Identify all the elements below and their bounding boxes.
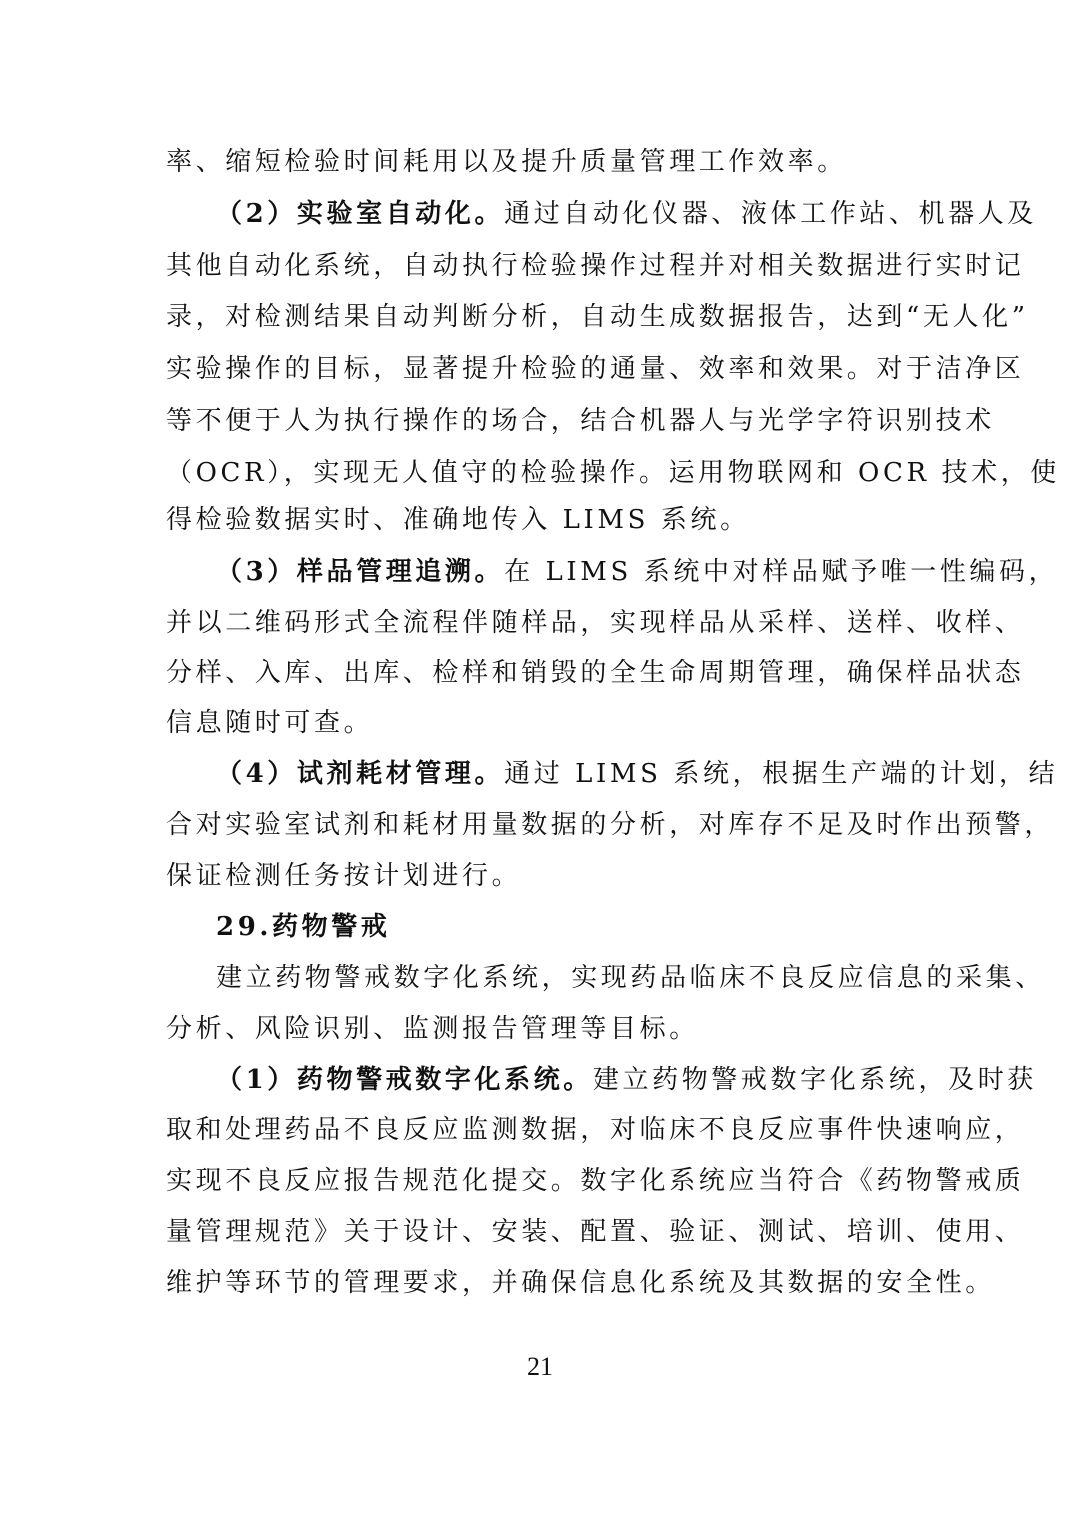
paragraph-line: 录，对检测结果自动判断分析，自动生成数据报告，达到“无人化” [166,302,1029,332]
paragraph-line: 合对实验室试剂和耗材用量数据的分析，对库存不足及时作出预警， [166,810,1055,840]
paragraph-line: 分析、风险识别、监测报告管理等目标。 [166,1014,699,1044]
paragraph-line: 保证检测任务按计划进行。 [166,861,522,891]
paragraph-line: 等不便于人为执行操作的场合，结合机器人与光学字符识别技术 [166,406,995,436]
item-heading: （4）试剂耗材管理。 [216,759,505,789]
paragraph-line: 量管理规范》关于设计、安装、配置、验证、测试、培训、使用、 [166,1217,1025,1247]
paragraph-line: （2）实验室自动化。通过自动化仪器、液体工作站、机器人及 [216,199,1037,229]
paragraph-line: （4）试剂耗材管理。通过 LIMS 系统，根据生产端的计划，结 [216,759,1059,789]
paragraph-line: （3）样品管理追溯。在 LIMS 系统中对样品赋予唯一性编码， [216,557,1059,587]
paragraph-line: （1）药物警戒数字化系统。建立药物警戒数字化系统，及时获 [216,1065,1037,1095]
paragraph-line: 分样、入库、出库、检样和销毁的全生命周期管理，确保样品状态 [166,658,1025,688]
paragraph-line: 其他自动化系统，自动执行检验操作过程并对相关数据进行实时记 [166,251,1025,281]
paragraph-line: 信息随时可查。 [166,708,374,738]
item-heading: （2）实验室自动化。 [216,199,505,229]
paragraph-line: 并以二维码形式全流程伴随样品，实现样品从采样、送样、收样、 [166,608,1025,638]
paragraph-line: 率、缩短检验时间耗用以及提升质量管理工作效率。 [166,147,847,177]
paragraph-line: 维护等环节的管理要求，并确保信息化系统及其数据的安全性。 [166,1268,995,1298]
paragraph-line: 取和处理药品不良反应监测数据，对临床不良反应事件快速响应， [166,1115,1025,1145]
paragraph-line: 建立药物警戒数字化系统，实现药品临床不良反应信息的采集、 [216,963,1045,993]
paragraph-line: （OCR），实现无人值守的检验操作。运用物联网和 OCR 技术，使 [166,458,1060,488]
paragraph-line: 实现不良反应报告规范化提交。数字化系统应当符合《药物警戒质 [166,1166,1025,1196]
item-heading: （3）样品管理追溯。 [216,557,505,587]
paragraph-line: 实验操作的目标，显著提升检验的通量、效率和效果。对于洁净区 [166,354,1025,384]
item-heading: （1）药物警戒数字化系统。 [216,1065,593,1095]
page-number: 21 [527,1352,553,1381]
paragraph-line: 得检验数据实时、准确地传入 LIMS 系统。 [166,505,750,535]
section-heading: 29.药物警戒 [216,912,391,942]
